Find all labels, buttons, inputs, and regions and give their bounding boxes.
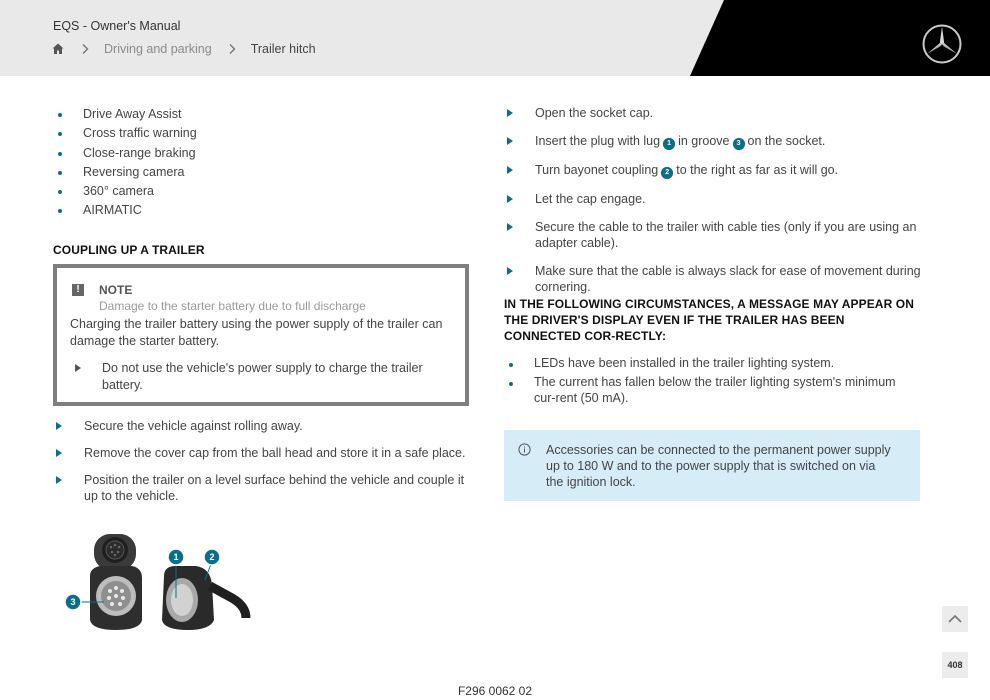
note-subtitle: Damage to the starter battery due to full discharge <box>99 299 366 313</box>
step-text: Open the socket cap. <box>535 106 654 120</box>
chevron-up-icon <box>942 606 968 632</box>
step-item <box>53 472 473 504</box>
note-body: Charging the trailer battery using the power supply of the trailer can damage the starter battery. <box>70 317 443 348</box>
left-column <box>53 105 473 221</box>
list-item: LEDs have been installed in the trailer lighting system. <box>504 355 914 371</box>
note-step-text: Do not use the vehicle's power supply to charge the trailer battery. <box>102 361 423 392</box>
step-text: to the right as far as it will go. <box>676 163 839 177</box>
breadcrumb-current: Trailer hitch <box>250 42 316 56</box>
arrow-right-icon <box>56 476 62 484</box>
list-item: 360° camera <box>53 182 473 201</box>
arrow-right-icon <box>507 109 513 117</box>
arrow-right-icon <box>507 223 513 231</box>
breadcrumb <box>51 42 316 56</box>
list-item: The current has fallen below the trailer lighting system's minimum cur-rent (50 mA). <box>504 374 914 406</box>
list-item: Reversing camera <box>53 163 473 182</box>
arrow-right-icon <box>56 422 62 430</box>
trailer-socket-figure <box>60 528 260 638</box>
page-number: 408 <box>942 652 968 678</box>
page-header <box>0 0 990 76</box>
breadcrumb-parent[interactable]: Driving and parking <box>104 42 212 56</box>
callout-badge-1: 1 <box>663 138 675 150</box>
step-item <box>53 418 473 434</box>
callout-3-label: 3 <box>70 597 76 607</box>
right-column <box>504 105 924 295</box>
step-text: in groove <box>678 134 730 148</box>
callout-3 <box>65 594 81 610</box>
arrow-right-icon <box>507 166 513 174</box>
left-steps <box>53 418 473 504</box>
manual-title: EQS - Owner's Manual <box>53 19 181 33</box>
step-text: Position the trailer on a level surface behind the vehicle and couple it up to the vehicle. <box>84 473 465 503</box>
circumstances-block <box>504 355 914 406</box>
circumstances-heading: IN THE FOLLOWING CIRCUMSTANCES, A MESSAGE MAY APPEAR ON THE DRIVER'S DISPLAY EVEN IF THE TRAILER HAS BEEN CONNECTED COR-RECTLY: <box>504 297 914 343</box>
arrow-right-icon <box>56 449 62 457</box>
list-item: AIRMATIC <box>53 201 473 220</box>
step-item <box>504 105 924 121</box>
arrow-right-icon <box>507 137 513 145</box>
step-item <box>504 191 924 207</box>
callout-1-label: 1 <box>173 552 179 562</box>
figure-caption: F296 0062 02 <box>457 684 533 698</box>
step-text: Secure the cable to the trailer with cable ties (only if you are using an adapter cable). <box>535 220 917 250</box>
info-icon <box>518 443 531 456</box>
arrow-right-icon <box>507 267 513 275</box>
step-text: Insert the plug with lug <box>535 134 661 148</box>
assist-list <box>53 105 473 221</box>
step-item <box>504 162 924 179</box>
step-item <box>504 219 924 251</box>
step-text: Make sure that the cable is always slack for ease of movement during cornering. <box>535 264 921 294</box>
list-item: Drive Away Assist <box>53 105 473 124</box>
warning-icon: ! <box>72 284 84 296</box>
step-item <box>504 133 924 150</box>
note-label: NOTE <box>99 283 133 297</box>
arrow-right-icon <box>75 364 81 372</box>
mercedes-star-logo[interactable] <box>921 23 963 65</box>
chevron-right-icon <box>80 43 90 55</box>
step-text: Let the cap engage. <box>535 192 646 206</box>
note-step <box>70 360 450 393</box>
list-item: Close-range braking <box>53 144 473 163</box>
step-text: Turn bayonet coupling <box>535 163 659 177</box>
step-item <box>504 263 924 295</box>
step-text: Remove the cover cap from the ball head and store it in a safe place. <box>84 446 466 460</box>
callout-badge-3: 3 <box>733 138 745 150</box>
step-item <box>53 445 473 461</box>
info-text: Accessories can be connected to the permanent power supply up to 180 W and to the power supply that is switched on via the ignition lock. <box>546 443 891 489</box>
note-box <box>53 264 469 406</box>
home-icon[interactable] <box>51 42 65 56</box>
arrow-right-icon <box>507 195 513 203</box>
step-text: Secure the vehicle against rolling away. <box>84 419 303 433</box>
info-box <box>504 430 920 501</box>
scroll-to-top-button[interactable] <box>942 606 968 632</box>
chevron-right-icon <box>227 43 237 55</box>
list-item: Cross traffic warning <box>53 124 473 143</box>
callout-2 <box>204 549 220 565</box>
callout-badge-2: 2 <box>661 167 673 179</box>
callout-2-label: 2 <box>209 552 215 562</box>
callout-1 <box>168 549 184 565</box>
step-text: on the socket. <box>747 134 826 148</box>
coupling-heading: COUPLING UP A TRAILER <box>53 243 205 257</box>
